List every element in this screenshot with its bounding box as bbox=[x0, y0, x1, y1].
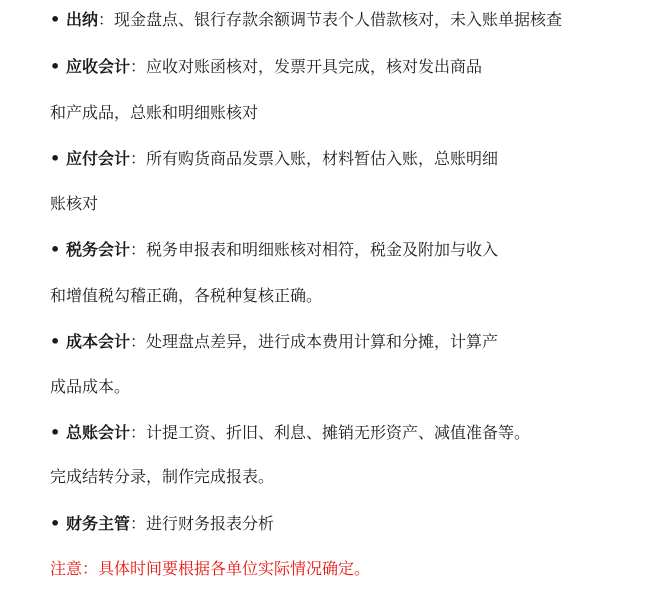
list-item-payable-accountant bbox=[50, 148, 498, 170]
bullet: • bbox=[50, 57, 61, 76]
list-item-receivable-accountant bbox=[50, 56, 482, 78]
bullet: • bbox=[50, 149, 61, 168]
list-item-finance-supervisor bbox=[50, 513, 274, 535]
list-item-cashier bbox=[50, 9, 562, 31]
separator: ： bbox=[98, 10, 115, 29]
role-label: 总账会计 bbox=[66, 423, 131, 442]
role-label: 税务会计 bbox=[66, 240, 131, 259]
item-text: 税务申报表和明细账核对相符，税金及附加与收入 bbox=[146, 240, 499, 259]
item-text: 应收对账函核对，发票开具完成，核对发出商品 bbox=[146, 57, 483, 76]
bullet: • bbox=[50, 10, 61, 29]
bullet: • bbox=[50, 514, 61, 533]
separator: ： bbox=[130, 514, 147, 533]
role-label: 成本会计 bbox=[66, 332, 131, 351]
item-text: 现金盘点、银行存款余额调节表个人借款核对，未入账单据核查 bbox=[114, 10, 563, 29]
item-text: 进行财务报表分析 bbox=[146, 514, 275, 533]
separator: ： bbox=[130, 57, 147, 76]
role-label: 财务主管 bbox=[66, 514, 131, 533]
bullet: • bbox=[50, 423, 61, 442]
item-text-continued: 成品成本。 bbox=[50, 377, 131, 396]
item-text: 处理盘点差异，进行成本费用计算和分摊，计算产 bbox=[146, 332, 499, 351]
list-item-general-ledger-accountant bbox=[50, 422, 530, 444]
bullet: • bbox=[50, 240, 61, 259]
item-text: 计提工资、折旧、利息、摊销无形资产、减值准备等。 bbox=[146, 423, 531, 442]
item-text-continued: 和产成品，总账和明细账核对 bbox=[50, 103, 259, 122]
role-label: 出纳 bbox=[66, 10, 99, 29]
item-text-continued: 账核对 bbox=[50, 194, 99, 213]
item-text-continued: 完成结转分录，制作完成报表。 bbox=[50, 467, 275, 486]
separator: ： bbox=[130, 240, 147, 259]
list-item-tax-accountant bbox=[50, 239, 498, 261]
item-text-continued: 和增值税勾稽正确，各税种复核正确。 bbox=[50, 286, 323, 305]
separator: ： bbox=[130, 423, 147, 442]
list-item-cost-accountant bbox=[50, 331, 498, 353]
separator: ： bbox=[130, 332, 147, 351]
item-text: 所有购货商品发票入账，材料暂估入账，总账明细 bbox=[146, 149, 499, 168]
role-label: 应收会计 bbox=[66, 57, 131, 76]
bullet: • bbox=[50, 332, 61, 351]
role-label: 应付会计 bbox=[66, 149, 131, 168]
separator: ： bbox=[130, 149, 147, 168]
notice-text: 注意：具体时间要根据各单位实际情况确定。 bbox=[50, 559, 371, 578]
